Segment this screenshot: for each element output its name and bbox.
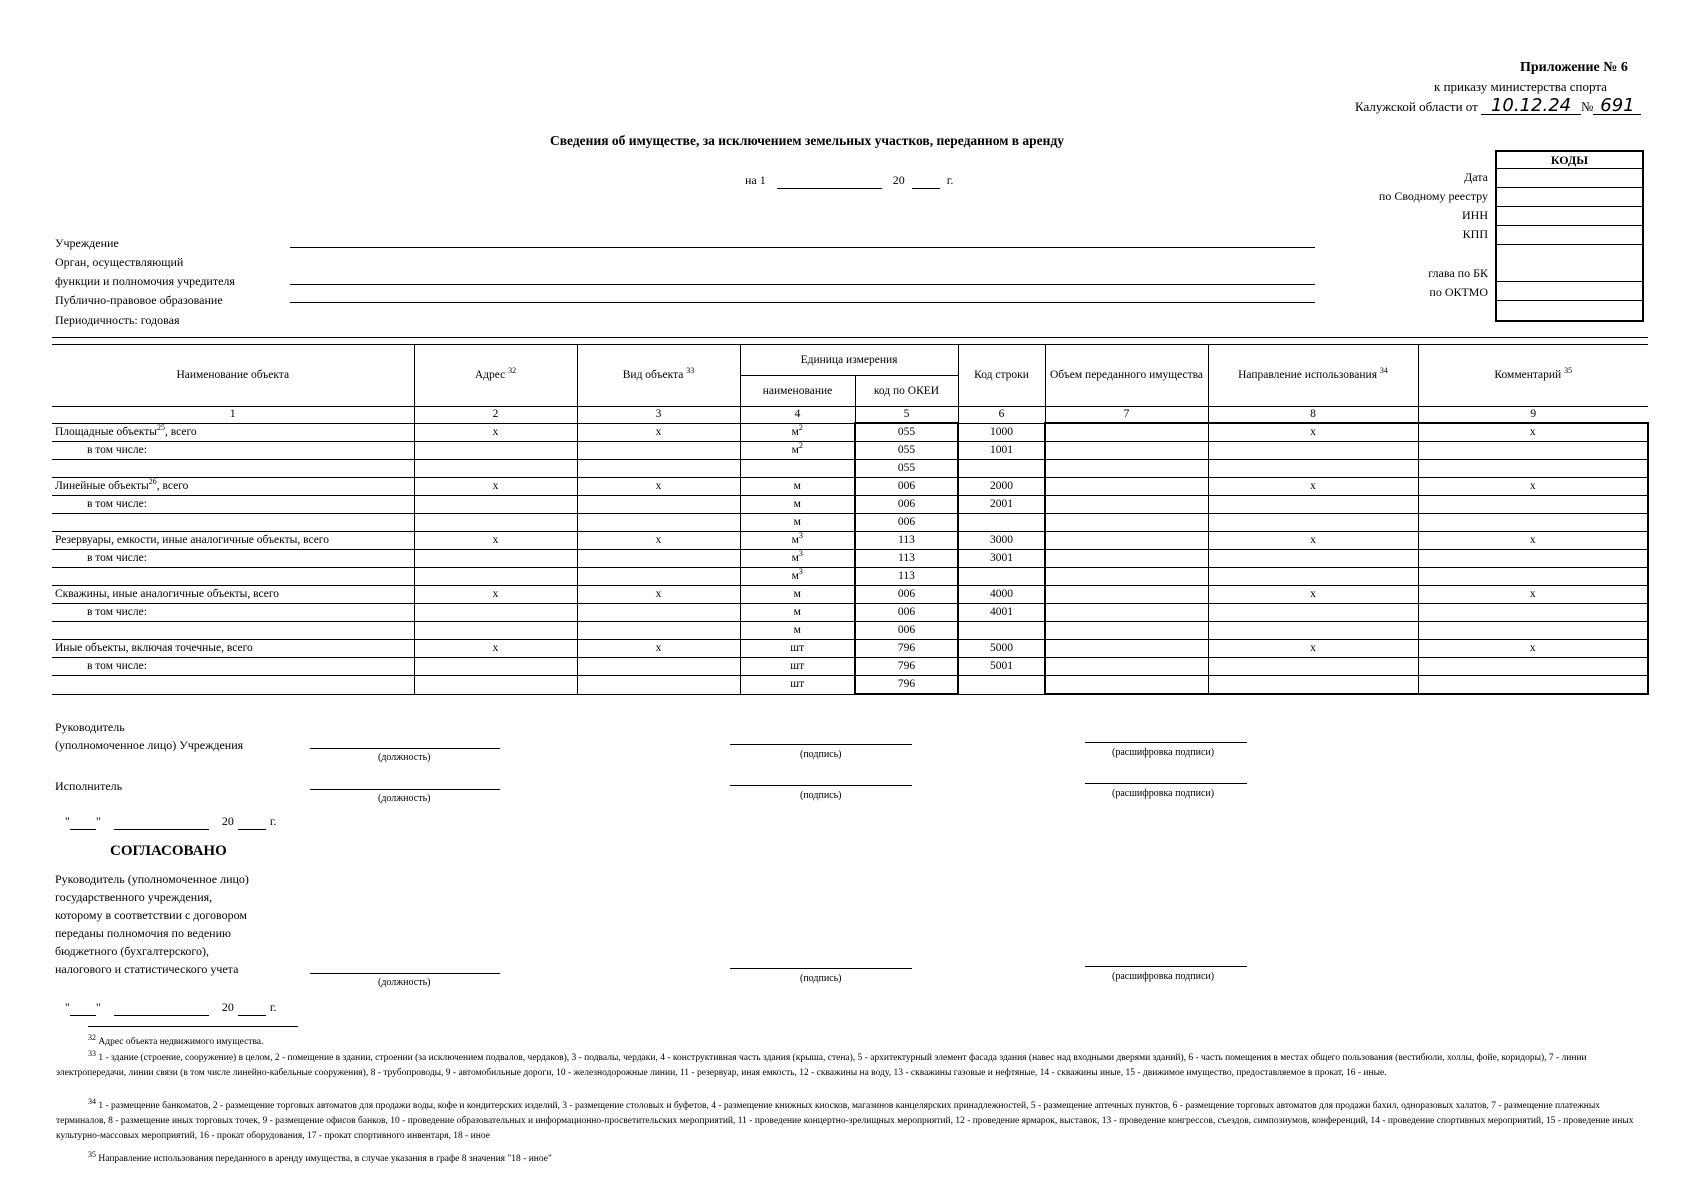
executor-position-line[interactable] (310, 789, 500, 790)
label-organ-1: Орган, осуществляющий (55, 255, 184, 269)
footnote-34: $^{34}$ 1 - размещение банкоматов, 2 - размещение торговых автоматов для продажи воды, кофе и кондитерских изделий, 3 - размещение столовых и буфетов, 4 - размещение книжных киосков, магазинов канцелярских принадлежностей, 5 - размещение аптечных пунктов, 6 - размещение торговых автоматов для продажи бахил, одноразовых халатов, 7 - размещение платежных терминалов, 8 - размещение иных торговых точек, 9 - размещение офисов банков, 10 - проведение образовательных и информационно-просветительских мероприятий, 11 - проведение концертно-зрелищных мероприятий, 12 - проведение ярмарок, выставок, 13 - проведение конгрессов, съездов, симпозиумов, конференций, 14 - проведение спортивных мероприятий, 15 - проведение иных культурно-массовых мероприятий, 16 - прокат оборудования, 17 - прокат спортивного инвентаря, 18 - иное (56, 1096, 1634, 1141)
agreed-decode-line[interactable] (1085, 966, 1247, 967)
month-blank-2[interactable] (114, 1000, 209, 1016)
day-blank-1[interactable] (70, 814, 96, 830)
cell-direction[interactable] (1208, 460, 1418, 478)
cell-volume[interactable] (1045, 460, 1208, 478)
cell-unit-name: шт (740, 640, 855, 658)
cell-name: в том числе: (52, 658, 414, 676)
agreed-line-2: государственного учреждения, (55, 890, 213, 904)
executor-decode-caption: (расшифровка подписи) (1112, 788, 1215, 799)
date-year-prefix: 20 (892, 173, 905, 187)
cell-comment[interactable]: х (1418, 478, 1648, 496)
cell-comment[interactable] (1418, 514, 1648, 532)
cell-code: 1000 (958, 423, 1045, 442)
cell-type[interactable] (577, 676, 740, 695)
cell-comment[interactable] (1418, 460, 1648, 478)
column-number: 6 (958, 407, 1045, 424)
cell-code: 5000 (958, 640, 1045, 658)
cell-volume[interactable] (1045, 532, 1208, 550)
th-unit-name: наименование (740, 376, 855, 407)
appendix-line2 (1355, 95, 1641, 116)
cell-unit-name: шт (740, 676, 855, 695)
table-row (52, 676, 1648, 695)
cell-unit-name: м (740, 586, 855, 604)
date-suffix: г. (946, 173, 954, 187)
cell-code: 4000 (958, 586, 1045, 604)
cell-comment[interactable] (1418, 550, 1648, 568)
cell-code: 5001 (958, 658, 1045, 676)
cell-direction[interactable] (1208, 604, 1418, 622)
executor-signature-caption: (подпись) (800, 790, 842, 801)
cell-volume[interactable] (1045, 586, 1208, 604)
cell-code (958, 460, 1045, 478)
cell-code: 2000 (958, 478, 1045, 496)
cell-direction[interactable]: х (1208, 532, 1418, 550)
column-number: 8 (1208, 407, 1418, 424)
column-number: 5 (855, 407, 958, 424)
cell-volume[interactable] (1045, 568, 1208, 586)
th-unit-okei: код по ОКЕИ (855, 376, 958, 407)
cell-type[interactable] (577, 460, 740, 478)
cell-okei: 113 (855, 532, 958, 550)
executor-position-caption: (должность) (378, 793, 431, 804)
cell-direction[interactable] (1208, 658, 1418, 676)
column-number: 4 (740, 407, 855, 424)
cell-code: 3001 (958, 550, 1045, 568)
cell-name (52, 622, 414, 640)
th-name: Наименование объекта (52, 345, 414, 407)
cell-direction[interactable]: х (1208, 640, 1418, 658)
cell-unit-name: $м^2$ (740, 423, 855, 442)
date-prefix: на 1 (745, 173, 766, 187)
agreed-decode-caption: (расшифровка подписи) (1112, 971, 1215, 982)
executor-signature-line[interactable] (730, 785, 912, 786)
cell-name (52, 568, 414, 586)
cell-direction[interactable]: х (1208, 478, 1418, 496)
table-row (52, 658, 1648, 676)
cell-volume[interactable] (1045, 496, 1208, 514)
footnote-33: $^{33}$ 1 - здание (строение, сооружение) в целом, 2 - помещение в здании, строении (за исключением подвалов, чердаков), 3 - подвалы, чердаки, 4 - конструктивная часть здания (крыша, стена), 5 - архитектурный элемент фасада здания (навес над входными дверями зданий), 6 - часть помещения в местах общего пользования (вестибюли, холлы, фойе, коридоры), 7 - линии электропередачи, линии связи (в том числе линейно-кабельные сооружения), 8 - трубопроводы, 9 - автомобильные дороги, 10 - железнодорожные линии, 11 - резервуар, иная емкость, 12 - скважины на воду, 13 - скважины газовые и нефтяные, 14 - скважины иные, 15 - движимое имущество, предоставляемое в прокат, 16 - иные. (56, 1048, 1587, 1078)
cell-name (52, 676, 414, 695)
cell-volume[interactable] (1045, 622, 1208, 640)
label-organ-2: функции и полномочия учредителя (55, 274, 235, 288)
table-row (52, 622, 1648, 640)
cell-address[interactable] (414, 604, 577, 622)
cell-type[interactable] (577, 550, 740, 568)
cell-direction[interactable] (1208, 442, 1418, 460)
year-blank[interactable] (912, 173, 940, 189)
codes-box (1495, 150, 1644, 322)
cell-unit-name: м (740, 622, 855, 640)
cell-address[interactable]: х (414, 586, 577, 604)
head-label-1: Руководитель (55, 720, 125, 734)
cell-volume[interactable] (1045, 676, 1208, 695)
cell-direction[interactable] (1208, 622, 1418, 640)
date-line (745, 173, 953, 189)
agreed-line-4: переданы полномочия по ведению (55, 926, 231, 940)
cell-type[interactable] (577, 568, 740, 586)
cell-direction[interactable] (1208, 568, 1418, 586)
label-institution: Учреждение (55, 236, 119, 250)
cell-type[interactable]: х (577, 640, 740, 658)
agreed-heading: СОГЛАСОВАНО (110, 843, 227, 859)
head-decode-line[interactable] (1085, 742, 1247, 743)
code-inn-field[interactable] (1497, 207, 1642, 226)
date-signed-2: " " 20 г. (65, 1000, 277, 1014)
handwritten-number: 691 (1593, 98, 1641, 115)
column-number: 1 (52, 407, 414, 424)
cell-okei: 006 (855, 622, 958, 640)
cell-comment[interactable] (1418, 604, 1648, 622)
cell-okei: 113 (855, 550, 958, 568)
cell-unit-name: м (740, 514, 855, 532)
cell-okei: 796 (855, 676, 958, 695)
cell-volume[interactable] (1045, 658, 1208, 676)
cell-type[interactable]: х (577, 423, 740, 442)
code-extra-field[interactable] (1497, 301, 1642, 319)
cell-code (958, 676, 1045, 695)
cell-comment[interactable]: х (1418, 532, 1648, 550)
cell-name: Иные объекты, включая точечные, всего (52, 640, 414, 658)
executor-label: Исполнитель (55, 779, 123, 793)
cell-comment[interactable]: х (1418, 586, 1648, 604)
cell-address[interactable] (414, 442, 577, 460)
cell-volume[interactable] (1045, 514, 1208, 532)
cell-type[interactable] (577, 514, 740, 532)
cell-comment[interactable] (1418, 496, 1648, 514)
cell-direction[interactable]: х (1208, 423, 1418, 442)
label-public-entity: Публично-правовое образование (55, 293, 223, 307)
th-volume: Объем переданного имущества (1045, 345, 1208, 407)
agreed-line-1: Руководитель (уполномоченное лицо) (55, 872, 249, 886)
cell-type[interactable]: х (577, 586, 740, 604)
code-kpp-field[interactable] (1497, 226, 1642, 245)
cell-address[interactable] (414, 622, 577, 640)
cell-address[interactable] (414, 460, 577, 478)
cell-unit-name: м (740, 604, 855, 622)
cell-comment[interactable] (1418, 658, 1648, 676)
cell-unit-name: м (740, 478, 855, 496)
cell-volume[interactable] (1045, 442, 1208, 460)
property-table (52, 344, 1649, 695)
code-label-date: Дата (1464, 170, 1488, 184)
agreed-line-6: налогового и статистического учета (55, 962, 239, 976)
table-row (52, 514, 1648, 532)
cell-name: Резервуары, емкости, иные аналогичные объекты, всего (52, 532, 414, 550)
cell-direction[interactable]: х (1208, 586, 1418, 604)
label-periodicity: Периодичность: годовая (55, 313, 180, 327)
th-direction: Направление использования $^{34}$ (1208, 345, 1418, 407)
handwritten-date: 10.12.24 (1481, 98, 1581, 115)
cell-comment[interactable] (1418, 676, 1648, 695)
table-row (52, 460, 1648, 478)
codes-header: КОДЫ (1497, 152, 1642, 169)
doc-title: Сведения об имуществе, за исключением земельных участков, переданном в аренду (550, 133, 1065, 148)
cell-okei: 006 (855, 514, 958, 532)
header-separator (52, 337, 1648, 338)
number-label: № (1581, 99, 1594, 114)
date-blank[interactable] (777, 173, 882, 189)
cell-code (958, 514, 1045, 532)
table-row (52, 423, 1648, 442)
cell-okei: 006 (855, 586, 958, 604)
footnote-35: $^{35}$ Направление использования переданного в аренду имущества, в случае указания в графе 8 значения "18 - иное" (88, 1149, 552, 1164)
table-row (52, 550, 1648, 568)
cell-volume[interactable] (1045, 640, 1208, 658)
cell-code: 2001 (958, 496, 1045, 514)
year-blank-1[interactable] (238, 814, 266, 830)
cell-address[interactable] (414, 658, 577, 676)
table-row (52, 586, 1648, 604)
cell-comment[interactable] (1418, 442, 1648, 460)
agreed-line-3: которому в соответствии с договором (55, 908, 247, 922)
cell-volume[interactable] (1045, 604, 1208, 622)
cell-name: Линейные объекты$^{26}$, всего (52, 478, 414, 496)
cell-name: в том числе: (52, 442, 414, 460)
code-date-field[interactable] (1497, 169, 1642, 188)
date-signed-1: " " 20 г. (65, 814, 277, 828)
cell-okei: 006 (855, 496, 958, 514)
code-label-inn: ИНН (1462, 208, 1488, 222)
cell-address[interactable] (414, 514, 577, 532)
cell-comment[interactable]: х (1418, 423, 1648, 442)
table-row (52, 532, 1648, 550)
th-code: Код строки (958, 345, 1045, 407)
code-label-bk: глава по БК (1428, 266, 1488, 280)
cell-code (958, 622, 1045, 640)
th-type: Вид объекта $^{33}$ (577, 345, 740, 407)
cell-name (52, 514, 414, 532)
code-registry-field[interactable] (1497, 188, 1642, 207)
public-entity-line[interactable] (290, 302, 1315, 303)
cell-unit-name: м (740, 496, 855, 514)
cell-type[interactable] (577, 604, 740, 622)
th-comment: Комментарий $^{35}$ (1418, 345, 1648, 407)
cell-name (52, 460, 414, 478)
institution-line[interactable] (290, 247, 1315, 248)
cell-unit-name: $м^2$ (740, 442, 855, 460)
appendix-line1: к приказу министерства спорта (1434, 79, 1607, 94)
cell-type[interactable]: х (577, 478, 740, 496)
year-blank-2[interactable] (238, 1000, 266, 1016)
cell-direction[interactable] (1208, 514, 1418, 532)
cell-code: 1001 (958, 442, 1045, 460)
cell-okei: 055 (855, 423, 958, 442)
cell-code: 3000 (958, 532, 1045, 550)
cell-type[interactable] (577, 658, 740, 676)
agreed-position-caption: (должность) (378, 977, 431, 988)
table-row (52, 604, 1648, 622)
table-row (52, 640, 1648, 658)
cell-okei: 796 (855, 658, 958, 676)
cell-okei: 006 (855, 478, 958, 496)
column-number: 9 (1418, 407, 1648, 424)
cell-okei: 055 (855, 460, 958, 478)
code-label-oktmo: по ОКТМО (1429, 285, 1488, 299)
month-blank-1[interactable] (114, 814, 209, 830)
footnote-separator (88, 1026, 298, 1027)
cell-unit-name: $м^3$ (740, 532, 855, 550)
code-label-registry: по Сводному реестру (1378, 189, 1488, 203)
cell-code (958, 568, 1045, 586)
cell-unit-name: $м^3$ (740, 550, 855, 568)
cell-type[interactable]: х (577, 532, 740, 550)
cell-address[interactable]: х (414, 532, 577, 550)
executor-decode-line[interactable] (1085, 783, 1247, 784)
head-position-caption: (должность) (378, 752, 431, 763)
cell-address[interactable]: х (414, 478, 577, 496)
organ-line[interactable] (290, 284, 1315, 285)
cell-address[interactable] (414, 496, 577, 514)
cell-volume[interactable] (1045, 478, 1208, 496)
cell-type[interactable] (577, 496, 740, 514)
cell-type[interactable] (577, 622, 740, 640)
cell-address[interactable] (414, 550, 577, 568)
cell-comment[interactable]: х (1418, 640, 1648, 658)
head-decode-caption: (расшифровка подписи) (1112, 747, 1215, 758)
cell-code: 4001 (958, 604, 1045, 622)
agreed-position-line[interactable] (310, 973, 500, 974)
cell-okei: 796 (855, 640, 958, 658)
head-signature-line[interactable] (730, 744, 912, 745)
cell-name: в том числе: (52, 550, 414, 568)
footnote-32: $^{32}$ Адрес объекта недвижимого имущества. (88, 1032, 264, 1047)
head-signature-caption: (подпись) (800, 749, 842, 760)
cell-direction[interactable] (1208, 676, 1418, 695)
code-oktmo-field[interactable] (1497, 282, 1642, 301)
column-numbers-row (52, 407, 1648, 424)
table-row (52, 496, 1648, 514)
th-unit: Единица измерения (740, 345, 958, 376)
cell-address[interactable]: х (414, 640, 577, 658)
cell-name: Скважины, иные аналогичные объекты, всего (52, 586, 414, 604)
cell-address[interactable]: х (414, 423, 577, 442)
cell-volume[interactable] (1045, 550, 1208, 568)
cell-direction[interactable] (1208, 496, 1418, 514)
head-position-line[interactable] (310, 748, 500, 749)
cell-okei: 006 (855, 604, 958, 622)
cell-unit-name (740, 460, 855, 478)
cell-unit-name: шт (740, 658, 855, 676)
agreed-signature-line[interactable] (730, 968, 912, 969)
agreed-signature-caption: (подпись) (800, 973, 842, 984)
cell-address[interactable] (414, 676, 577, 695)
day-blank-2[interactable] (70, 1000, 96, 1016)
column-number: 2 (414, 407, 577, 424)
column-number: 3 (577, 407, 740, 424)
cell-volume[interactable] (1045, 423, 1208, 442)
appendix-line2-prefix: Калужской области от (1355, 99, 1478, 114)
head-label-2: (уполномоченное лицо) Учреждения (55, 738, 244, 752)
table-body (52, 423, 1648, 694)
appendix-title: Приложение № 6 (1520, 60, 1628, 75)
column-number: 7 (1045, 407, 1208, 424)
th-address: Адрес $^{32}$ (414, 345, 577, 407)
agreed-line-5: бюджетного (бухгалтерского), (55, 944, 210, 958)
cell-type[interactable] (577, 442, 740, 460)
cell-name: Площадные объекты$^{25}$, всего (52, 423, 414, 442)
code-bk-field[interactable] (1497, 245, 1642, 282)
cell-okei: 113 (855, 568, 958, 586)
code-label-kpp: КПП (1462, 227, 1488, 241)
table-row (52, 478, 1648, 496)
cell-name: в том числе: (52, 496, 414, 514)
cell-okei: 055 (855, 442, 958, 460)
cell-name: в том числе: (52, 604, 414, 622)
cell-unit-name: $м^3$ (740, 568, 855, 586)
table-row (52, 442, 1648, 460)
cell-direction[interactable] (1208, 550, 1418, 568)
cell-address[interactable] (414, 568, 577, 586)
table-row (52, 568, 1648, 586)
cell-comment[interactable] (1418, 622, 1648, 640)
cell-comment[interactable] (1418, 568, 1648, 586)
